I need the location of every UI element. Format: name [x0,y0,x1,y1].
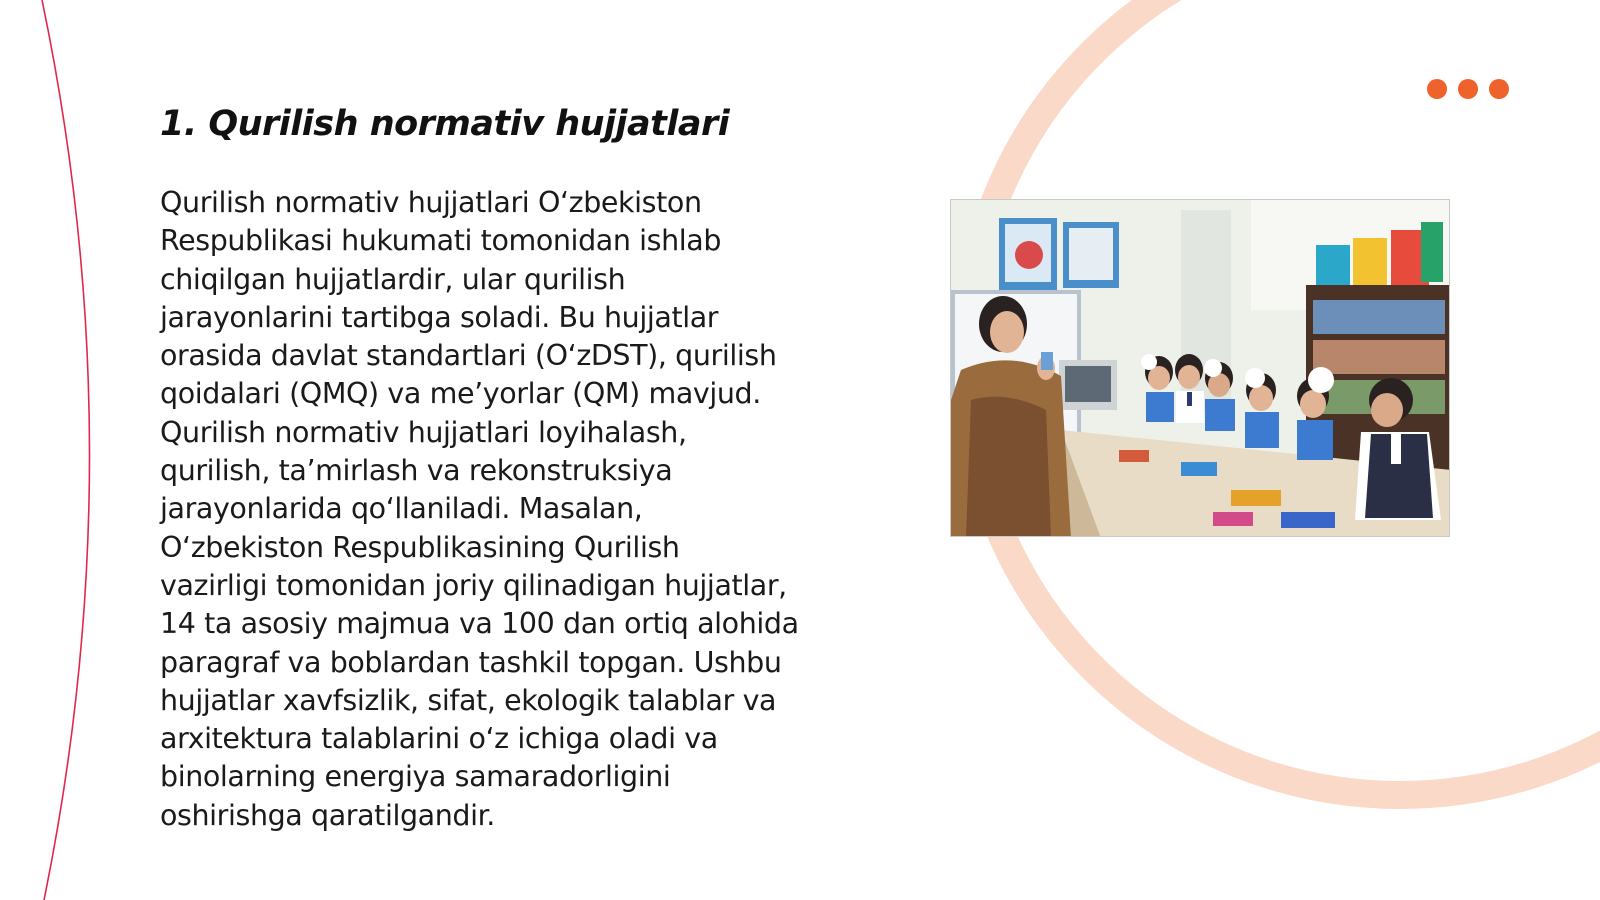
body-line: jarayonlarini tartibga soladi. Bu hujjatlar [160,300,719,334]
body-line: oshirishga qaratilgandir. [160,798,495,832]
dot [1458,79,1478,99]
body-line: qurilish, ta’mirlash va rekonstruksiya [160,454,673,488]
body-paragraph [160,184,850,835]
body-line: Qurilish normativ hujjatlari loyihalash, [160,415,687,449]
body-line: orasida davlat standartlari (O‘zDST), qurilish [160,339,777,373]
dot [1427,79,1447,99]
body-line: 14 ta asosiy majmua va 100 dan ortiq alohida [160,607,799,641]
body-line: hujjatlar xavfsizlik, sifat, ekologik talablar va [160,683,777,717]
body-line: Respublikasi hukumati tomonidan ishlab [160,224,722,258]
body-line: Qurilish normativ hujjatlari O‘zbekiston [160,186,702,219]
dot [1489,79,1509,99]
slide-title: 1. Qurilish normativ hujjatlari [160,104,730,144]
body-line: jarayonlarida qo‘llaniladi. Masalan, [160,492,643,526]
classroom-photo [950,199,1450,537]
left-red-curve [42,0,90,900]
three-dots-icon [1427,79,1509,99]
body-line: arxitektura talablarini o‘z ichiga oladi va [160,722,718,756]
body-line: chiqilgan hujjatlardir, ular qurilish [160,262,626,296]
body-line: vazirligi tomonidan joriy qilinadigan hujjatlar, [160,568,787,602]
body-line: paragraf va boblardan tashkil topgan. Ushbu [160,645,782,679]
body-line: qoidalari (QMQ) va me’yorlar (QM) mavjud. [160,377,761,411]
body-line: binolarning energiya samaradorligini [160,760,671,794]
body-line: O‘zbekiston Respublikasining Qurilish [160,530,680,564]
